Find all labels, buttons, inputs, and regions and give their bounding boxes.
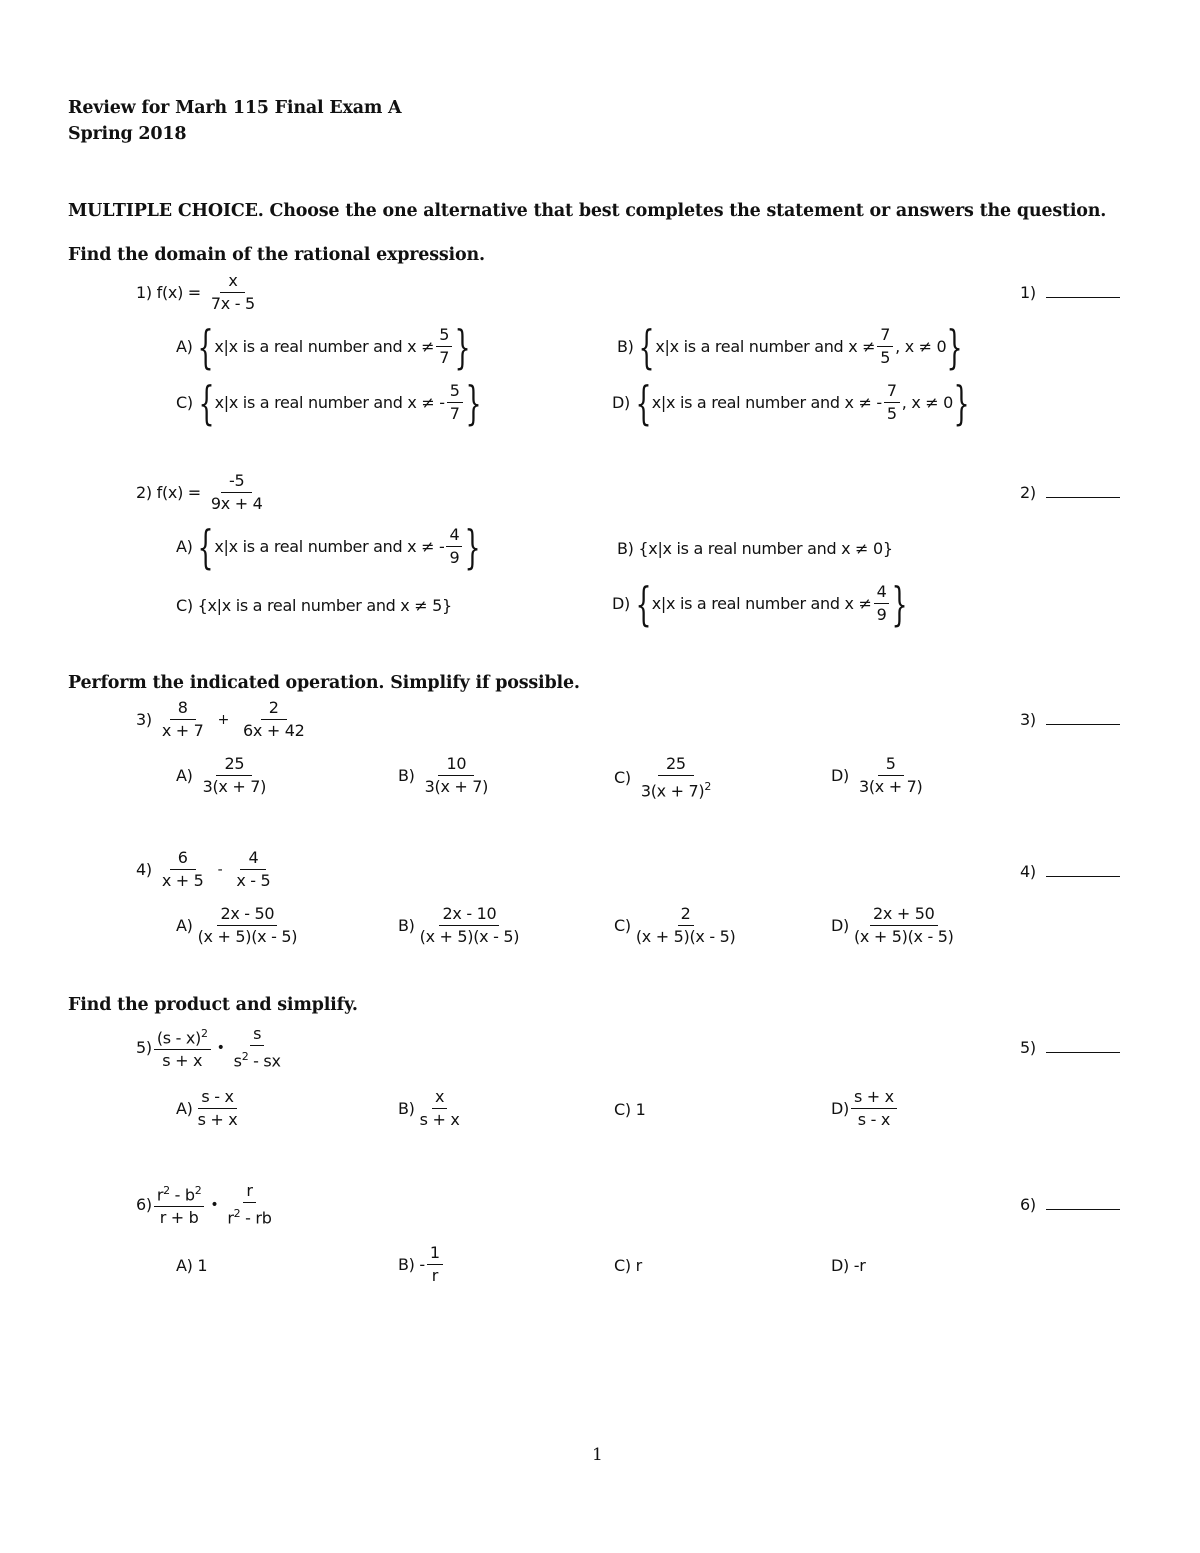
numerator: 8 — [170, 699, 196, 720]
answer-line[interactable] — [1046, 1038, 1120, 1053]
function-label: f(x) = — [156, 483, 201, 502]
right-brace: } — [953, 375, 970, 430]
answer-blank-3[interactable] — [1020, 710, 1120, 729]
numerator: r — [243, 1182, 255, 1203]
q6-option-b[interactable] — [398, 1244, 445, 1285]
numerator: 2x - 10 — [439, 905, 499, 926]
answer-blank-1[interactable] — [1020, 283, 1120, 302]
option-label: A) — [176, 916, 193, 935]
question-number: 4) — [136, 860, 152, 879]
function-label: f(x) = — [156, 283, 201, 302]
option-text: x|x is a real number and x ≠ - — [214, 393, 445, 412]
numerator: 7 — [884, 382, 900, 403]
fraction — [154, 1025, 211, 1070]
numerator: s - x — [198, 1088, 236, 1109]
fraction — [203, 272, 263, 313]
exponent: 2 — [704, 780, 712, 793]
numerator: -5 — [221, 472, 252, 493]
denominator: 5 — [880, 348, 891, 367]
q5-option-b[interactable] — [398, 1088, 465, 1129]
option-tail: , x ≠ 0 — [895, 337, 947, 356]
numerator: 10 — [438, 755, 474, 776]
q3-option-a[interactable] — [176, 755, 276, 796]
exponent: 2 — [200, 1027, 208, 1040]
question-4 — [136, 849, 280, 890]
left-brace: { — [197, 519, 214, 574]
left-brace: { — [635, 375, 652, 430]
denominator — [231, 1046, 284, 1070]
fraction — [851, 755, 931, 796]
question-number: 2) — [136, 483, 152, 502]
q5-option-a[interactable] — [176, 1088, 242, 1129]
numerator: 2 — [678, 905, 694, 926]
page-number: 1 — [592, 1445, 603, 1465]
answer-line[interactable] — [1046, 483, 1120, 498]
q5-option-c[interactable] — [614, 1100, 646, 1119]
denominator-text: - sx — [248, 1051, 281, 1071]
question-number: 5) — [136, 1038, 152, 1058]
document-term: Spring 2018 — [68, 124, 187, 144]
fraction — [436, 326, 452, 367]
q5-option-d[interactable] — [831, 1088, 899, 1129]
denominator: (x + 5)(x - 5) — [635, 927, 736, 946]
option-label: B) — [617, 539, 634, 558]
fraction — [633, 755, 719, 800]
option-label: C) — [614, 1100, 631, 1119]
option-label: A) — [176, 1256, 193, 1275]
fraction — [851, 905, 957, 946]
q4-option-d[interactable] — [831, 905, 959, 946]
denominator: x + 7 — [161, 721, 204, 740]
denominator: s + x — [419, 1110, 460, 1129]
option-text: x|x is a real number and x ≠ — [214, 337, 435, 356]
operator: + — [217, 711, 229, 728]
denominator: r + b — [159, 1208, 199, 1228]
denominator: 7x - 5 — [210, 294, 255, 313]
answer-label: 2) — [1020, 483, 1036, 502]
numerator — [154, 1182, 205, 1207]
answer-label: 3) — [1020, 710, 1036, 729]
answer-blank-2[interactable] — [1020, 483, 1120, 502]
option-label: B) — [398, 1255, 415, 1274]
left-brace: { — [635, 576, 652, 631]
numerator: 6 — [170, 849, 196, 870]
denominator — [224, 1203, 274, 1227]
fraction — [851, 1088, 897, 1129]
question-3 — [136, 699, 315, 740]
answer-blank-4[interactable] — [1020, 862, 1120, 881]
section-heading-product: Find the product and simplify. — [68, 995, 358, 1015]
option-label: C) — [614, 768, 631, 788]
q1-option-d[interactable] — [612, 375, 970, 430]
fraction — [154, 699, 212, 740]
denominator: (x + 5)(x - 5) — [419, 927, 520, 946]
fraction — [447, 382, 463, 423]
option-label: B) — [617, 337, 634, 356]
answer-blank-6[interactable] — [1020, 1195, 1120, 1214]
denominator: (x + 5)(x - 5) — [197, 927, 298, 946]
denominator: 3(x + 7) — [424, 777, 489, 796]
option-label: C) — [614, 1256, 631, 1275]
q4-option-a[interactable] — [176, 905, 302, 946]
q6-option-c[interactable] — [614, 1256, 642, 1275]
operator: • — [216, 1039, 225, 1056]
answer-blank-5[interactable] — [1020, 1038, 1120, 1057]
option-label: C) — [614, 916, 631, 935]
numerator: 1 — [427, 1244, 443, 1265]
q1-option-b[interactable] — [617, 319, 963, 374]
denominator: (x + 5)(x - 5) — [853, 927, 954, 946]
fraction — [203, 472, 271, 513]
q3-option-b[interactable] — [398, 755, 498, 796]
denominator: r — [431, 1266, 438, 1285]
numerator-text: (s - x) — [156, 1028, 201, 1048]
question-1 — [136, 272, 265, 313]
numerator: 4 — [240, 849, 266, 870]
fraction — [235, 699, 313, 740]
denominator-text: r — [227, 1208, 234, 1228]
question-number: 6) — [136, 1195, 152, 1215]
right-brace: } — [892, 576, 908, 631]
option-label: A) — [176, 766, 193, 785]
fraction — [417, 905, 523, 946]
question-2 — [136, 472, 273, 513]
right-brace: } — [454, 319, 471, 374]
numerator — [154, 1025, 211, 1050]
fraction — [633, 905, 739, 946]
fraction — [231, 1025, 284, 1070]
question-number: 1) — [136, 283, 152, 302]
fraction — [874, 583, 890, 624]
q3-option-c[interactable] — [614, 755, 721, 800]
numerator: s — [250, 1025, 264, 1046]
denominator: s + x — [197, 1110, 238, 1129]
option-label: B) — [398, 1099, 415, 1118]
answer-line[interactable] — [1046, 862, 1120, 877]
q1-option-c[interactable] — [176, 375, 482, 430]
right-brace: } — [465, 375, 482, 430]
fraction — [224, 1182, 274, 1227]
left-brace: { — [198, 375, 215, 430]
fraction — [417, 755, 497, 796]
answer-line[interactable] — [1046, 1195, 1120, 1210]
denominator: 7 — [439, 348, 450, 367]
numerator: 25 — [658, 755, 694, 776]
fraction — [195, 1088, 241, 1129]
numerator-text: - b — [169, 1185, 195, 1205]
denominator: 3(x + 7) — [202, 777, 267, 796]
section-heading-domain: Find the domain of the rational expression. — [68, 245, 485, 265]
option-text: r — [635, 1256, 642, 1275]
fraction — [427, 1244, 443, 1285]
denominator: 7 — [449, 404, 460, 423]
q3-option-d[interactable] — [831, 755, 932, 796]
fraction — [877, 326, 893, 367]
option-label: D) — [831, 1256, 849, 1275]
operator: • — [210, 1196, 219, 1213]
denominator: s - x — [857, 1110, 891, 1129]
numerator: 4 — [446, 526, 462, 547]
fraction — [417, 1088, 463, 1129]
question-5 — [136, 1025, 286, 1070]
numerator: 2x + 50 — [870, 905, 938, 926]
denominator: 9x + 4 — [210, 494, 263, 513]
denominator: 3(x + 7) — [858, 777, 923, 796]
q4-option-c[interactable] — [614, 905, 740, 946]
left-brace: { — [197, 319, 214, 374]
option-text: x|x is a real number and x ≠ - — [214, 537, 445, 556]
denominator: 9 — [449, 548, 460, 567]
answer-label: 4) — [1020, 862, 1036, 881]
fraction — [154, 1182, 205, 1227]
option-label: D) — [612, 393, 630, 412]
option-label: A) — [176, 1099, 193, 1118]
denominator: s + x — [162, 1051, 203, 1071]
answer-label: 6) — [1020, 1195, 1036, 1214]
fraction — [195, 905, 301, 946]
option-text: x|x is a real number and x ≠ — [651, 594, 872, 613]
numerator: 7 — [877, 326, 893, 347]
fraction — [446, 526, 462, 567]
numerator: x — [220, 272, 245, 293]
option-label: B) — [398, 766, 415, 785]
numerator: s + x — [851, 1088, 897, 1109]
q6-option-d[interactable] — [831, 1256, 866, 1275]
option-label: D) — [831, 916, 849, 935]
numerator: 2x - 50 — [217, 905, 277, 926]
option-label: A) — [176, 337, 193, 356]
q2-option-d[interactable] — [612, 576, 908, 631]
denominator — [633, 776, 719, 800]
numerator: 5 — [436, 326, 452, 347]
fraction — [154, 849, 212, 890]
exponent: 2 — [163, 1184, 170, 1197]
exponent: 2 — [233, 1207, 241, 1220]
denominator: x - 5 — [236, 871, 271, 890]
numerator: x — [432, 1088, 447, 1109]
answer-label: 1) — [1020, 283, 1036, 302]
answer-line[interactable] — [1046, 283, 1120, 298]
denominator: x + 5 — [161, 871, 204, 890]
option-label: A) — [176, 537, 193, 556]
exponent: 2 — [241, 1050, 249, 1063]
denominator: 6x + 42 — [243, 721, 305, 740]
numerator: 25 — [216, 755, 252, 776]
left-brace: { — [638, 319, 655, 374]
operator: - — [217, 861, 223, 878]
answer-line[interactable] — [1046, 710, 1120, 725]
right-brace: } — [464, 519, 481, 574]
q4-option-b[interactable] — [398, 905, 524, 946]
q6-option-a[interactable] — [176, 1256, 207, 1275]
option-label: D) — [831, 1099, 849, 1118]
numerator: 5 — [878, 755, 904, 776]
option-text: {x|x is a real number and x ≠ 0} — [638, 539, 893, 558]
denominator-text: - rb — [240, 1208, 272, 1228]
question-number: 3) — [136, 710, 152, 729]
option-label: D) — [831, 766, 849, 785]
answer-label: 5) — [1020, 1038, 1036, 1057]
option-text: 1 — [635, 1100, 646, 1119]
option-tail: , x ≠ 0 — [901, 393, 954, 412]
numerator: 4 — [874, 583, 890, 604]
document-title: Review for Marh 115 Final Exam A — [68, 98, 402, 118]
negative-sign: - — [419, 1255, 425, 1274]
option-text: x|x is a real number and x ≠ - — [651, 393, 882, 412]
option-text: {x|x is a real number and x ≠ 5} — [197, 596, 452, 615]
section-heading-operation: Perform the indicated operation. Simplify if possible. — [68, 673, 580, 693]
denominator-text: s — [233, 1051, 242, 1071]
numerator-text: r — [156, 1185, 164, 1205]
option-label: D) — [612, 594, 630, 613]
option-text: 1 — [197, 1256, 208, 1275]
denominator: 9 — [876, 605, 887, 624]
question-6 — [136, 1182, 277, 1227]
fraction — [228, 849, 278, 890]
denominator: 5 — [886, 404, 897, 423]
fraction — [195, 755, 275, 796]
q2-option-a[interactable] — [176, 519, 481, 574]
numerator: 2 — [261, 699, 287, 720]
instructions: MULTIPLE CHOICE. Choose the one alternative that best completes the statement or answers the question. — [68, 201, 1107, 221]
option-text: x|x is a real number and x ≠ — [655, 337, 876, 356]
fraction — [884, 382, 900, 423]
option-label: C) — [176, 393, 193, 412]
q2-option-b[interactable] — [617, 539, 893, 558]
exponent: 2 — [194, 1184, 202, 1197]
option-text: -r — [853, 1256, 866, 1275]
q1-option-a[interactable] — [176, 319, 471, 374]
option-label: B) — [398, 916, 415, 935]
numerator: 5 — [447, 382, 463, 403]
option-label: C) — [176, 596, 193, 615]
right-brace: } — [946, 319, 963, 374]
denominator-text: 3(x + 7) — [640, 781, 705, 801]
q2-option-c[interactable] — [176, 596, 452, 615]
